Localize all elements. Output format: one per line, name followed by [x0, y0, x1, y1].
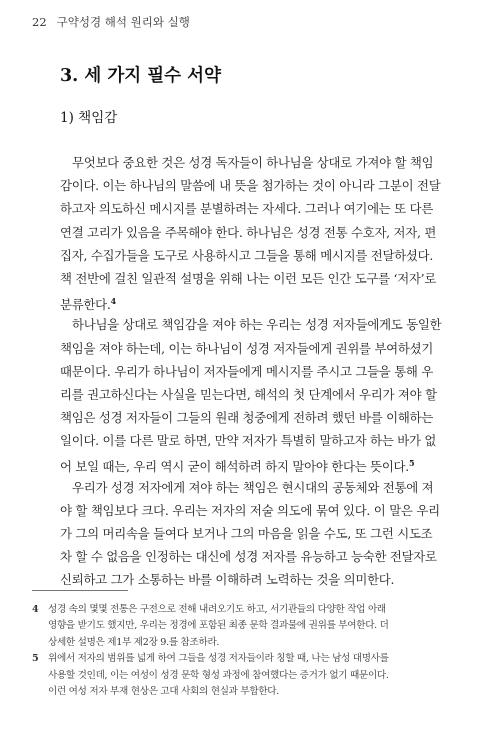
body-line-text: 어 보일 때는, 우리 역시 굳이 해석하려 하지 말아야 한다는 뜻이다. — [60, 459, 409, 475]
footnote-number: 5 — [32, 653, 39, 665]
body-line-text: 리를 권고하신다는 사실을 믿는다면, 해석의 첫 단계에서 우리가 져야 할 — [60, 386, 437, 402]
body-line-text: 무엇보다 중요한 것은 성경 독자들이 하나님을 상대로 가져야 할 책임 — [72, 155, 434, 170]
footnote-line — [32, 618, 477, 634]
footnote-text: 사용할 것인데, 이는 여성이 성경 문학 형성 과정에 참여했다는 증거가 없기 때문이다. — [48, 669, 389, 681]
body-line-text: 가 그의 머리속을 들여다 보거나 그의 마음을 읽을 수도, 또 그런 시도조 — [60, 526, 433, 541]
body-line-text: 우리가 성경 저자에게 져야 하는 책임은 현시대의 공동체와 전통에 져 — [72, 479, 434, 495]
footnote-text: 영향을 받기도 했지만, 우리는 정경에 포함된 최종 문학 결과물에 권위를 부여한다. 더 — [48, 620, 389, 632]
footnote-line — [32, 668, 477, 684]
body-line — [60, 406, 480, 429]
footnote-text: 상세한 설명은 제1부 제2장 9.를 참조하라. — [48, 636, 220, 648]
body-line-text: 때문이다. 우리가 하나님이 저자들에게 메시지를 주시고 그들을 통해 우 — [60, 363, 434, 379]
footnote-line — [32, 651, 477, 667]
body-line — [60, 151, 480, 174]
body-line-text: 연결 고리가 있음을 주목해야 한다. 하나님은 성경 전통 수호자, 저자, 편 — [60, 224, 437, 240]
body-line — [60, 221, 480, 244]
footnote-line — [32, 602, 477, 618]
footnote-text: 성경 속의 몇몇 전통은 구전으로 전해 내려오기도 하고, 서기관들의 다양한 작업 아래 — [48, 604, 386, 615]
body-line — [60, 568, 480, 591]
page-number: 22 — [32, 15, 47, 29]
body-line-text: 감이다. 이는 하나님의 말씀에 내 뜻을 첨가하는 것이 아니라 그분이 전달 — [60, 178, 441, 194]
footnote-number: 4 — [32, 604, 39, 615]
section-title: 3. 세 가지 필수 서약 — [60, 66, 221, 86]
body-text — [60, 151, 480, 592]
body-line-text: 하고자 의도하신 메시지를 분별하려는 자세다. 그러나 여기에는 또 다른 — [60, 201, 434, 217]
body-line — [60, 545, 480, 568]
footnote-text: 위에서 저자의 범위를 넓게 하여 그들을 성경 저자들이라 칭할 때, 나는 남성 대명사를 — [48, 653, 389, 665]
footnote-ref[interactable]: 4 — [110, 296, 116, 307]
footnotes — [32, 602, 477, 700]
body-line-text: 차 할 수 없음을 인정하는 대신에 성경 저자를 유능하고 능숙한 전달자로 — [60, 549, 437, 565]
body-line — [60, 197, 480, 220]
body-line — [60, 290, 480, 313]
body-line — [60, 452, 480, 475]
body-line-text: 책임은 성경 저자들이 그들의 원래 청중에게 전하려 했던 바를 이해하는 — [60, 410, 434, 426]
subsection-title: 1) 책임감 — [60, 110, 118, 126]
body-line — [60, 476, 480, 499]
body-line-text: 하나님을 상대로 책임감을 져야 하는 우리는 성경 저자들에게도 동일한 — [72, 317, 442, 333]
footnote-line — [32, 684, 477, 700]
body-line — [60, 499, 480, 522]
body-line-text: 집자, 수집가들을 도구로 사용하시고 그들을 통해 메시지를 전달하셨다. — [60, 247, 434, 263]
body-line-text: 분류한다. — [60, 297, 111, 313]
footnote-ref[interactable]: 5 — [408, 458, 415, 469]
footnote-line — [32, 635, 477, 651]
footnote-divider — [32, 590, 128, 591]
body-line — [60, 267, 480, 290]
body-line-text: 야 할 책임보다 크다. 우리는 저자의 저술 의도에 묶여 있다. 이 말은 우리 — [60, 502, 440, 518]
body-line — [60, 429, 480, 452]
body-line-text: 책임을 져야 하는데, 이는 하나님이 성경 저자들에게 권위를 부여하셨기 — [60, 340, 434, 356]
body-line — [60, 313, 480, 336]
body-line-text: 신뢰하고 그가 소통하는 바를 이해하려 노력하는 것을 의미한다. — [60, 572, 395, 588]
running-head — [32, 14, 190, 30]
book-title: 구약성경 해석 원리와 실행 — [56, 15, 190, 29]
body-line — [60, 522, 480, 545]
body-line — [60, 174, 480, 197]
body-line-text: 책 전반에 걸친 일관적 설명을 위해 나는 이런 모든 인간 도구를 ‘저자’로 — [60, 270, 437, 286]
body-line — [60, 337, 480, 360]
body-line — [60, 383, 480, 406]
footnote-text: 이런 여성 저자 부재 현상은 고대 사회의 현실과 부합한다. — [48, 685, 279, 697]
body-line — [60, 360, 480, 383]
body-line — [60, 244, 480, 267]
body-line-text: 일이다. 이를 다른 말로 하면, 만약 저자가 특별히 말하고자 하는 바가 없 — [60, 433, 437, 449]
